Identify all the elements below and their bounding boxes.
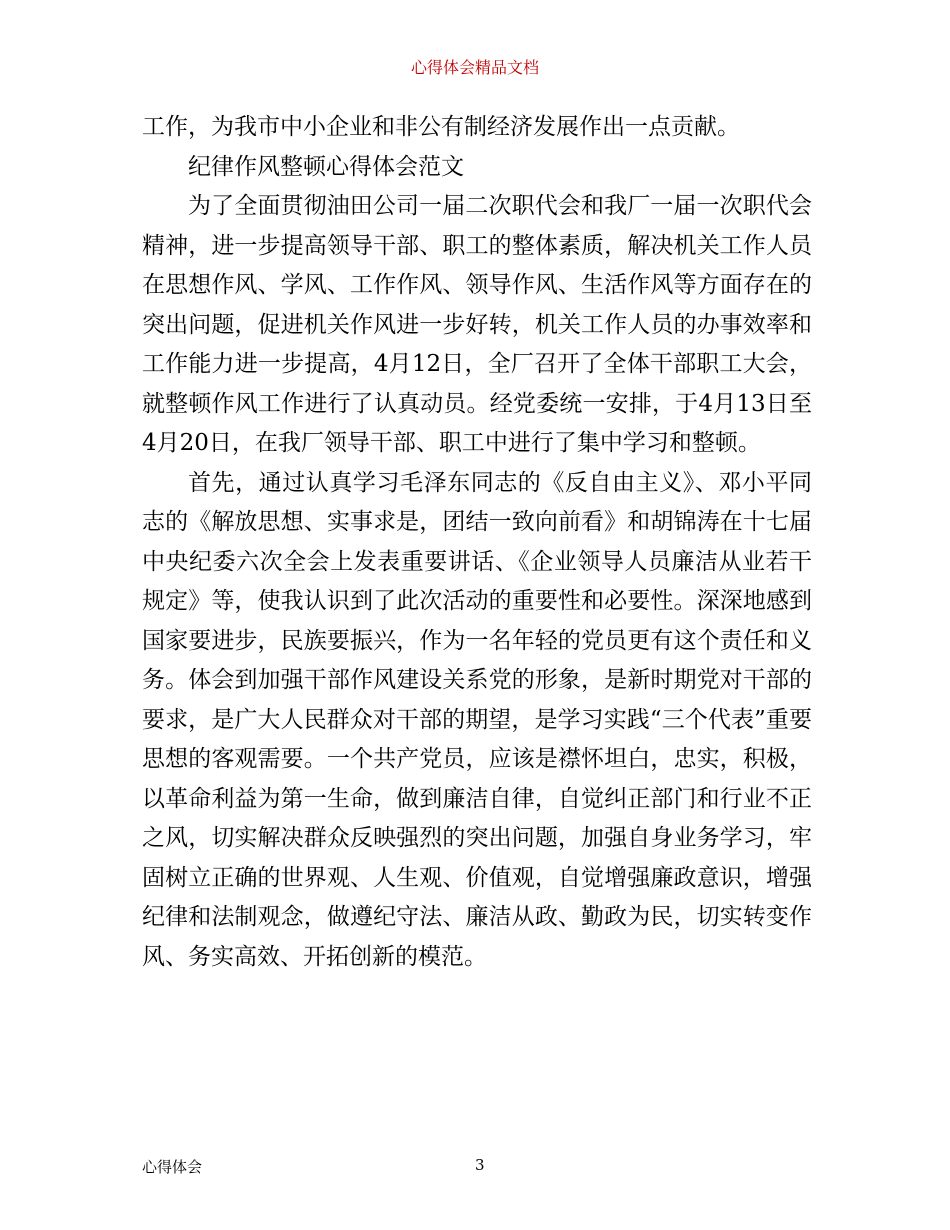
footer-label: 心得体会 xyxy=(142,1158,203,1176)
document-body xyxy=(142,108,812,977)
page-number: 3 xyxy=(475,1156,485,1174)
paragraph-continuation: 工作，为我市中小企业和非公有制经济发展作出一点贡献。 xyxy=(142,114,740,140)
paragraph-intro: 为了全面贯彻油田公司一届二次职代会和我厂一届一次职代会精神，进一步提高领导干部、职工的整体素质，解决机关工作人员在思想作风、学风、工作作风、领导作风、生活作风等方面存在的突出问题，促进机关作风进一步好转，机关工作人员的办事效率和工作能力进一步提高，4月12日，全厂召开了全体干部职工大会，就整顿作风工作进行了认真动员。经党委统一安排，于4月13日至4月20日，在我厂领导干部、职工中进行了集中学习和整顿。 xyxy=(142,193,812,456)
section-title: 纪律作风整顿心得体会范文 xyxy=(188,153,464,180)
page-header: 心得体会精品文档 xyxy=(410,58,539,77)
paragraph-study: 首先，通过认真学习毛泽东同志的《反自由主义》、邓小平同志的《解放思想、实事求是，团结一致向前看》和胡锦涛在十七届中央纪委六次全会上发表重要讲话、《企业领导人员廉洁从业若干规定》等，使我认识到了此次活动的重要性和必要性。深深地感到国家要进步，民族要振兴，作为一名年轻的党员更有这个责任和义务。体会到加强干部作风建设关系党的形象，是新时期党对干部的要求，是广大人民群众对干部的期望，是学习实践“三个代表”重要思想的客观需要。一个共产党员，应该是襟怀坦白，忠实，积极，以革命利益为第一生命，做到廉洁自律，自觉纠正部门和行业不正之风，切实解决群众反映强烈的突出问题，加强自身业务学习，牢固树立正确的世界观、人生观、价值观，自觉增强廉政意识，增强纪律和法制观念，做遵纪守法、廉洁从政、勤政为民，切实转变作风、务实高效、开拓创新的模范。 xyxy=(142,469,812,970)
